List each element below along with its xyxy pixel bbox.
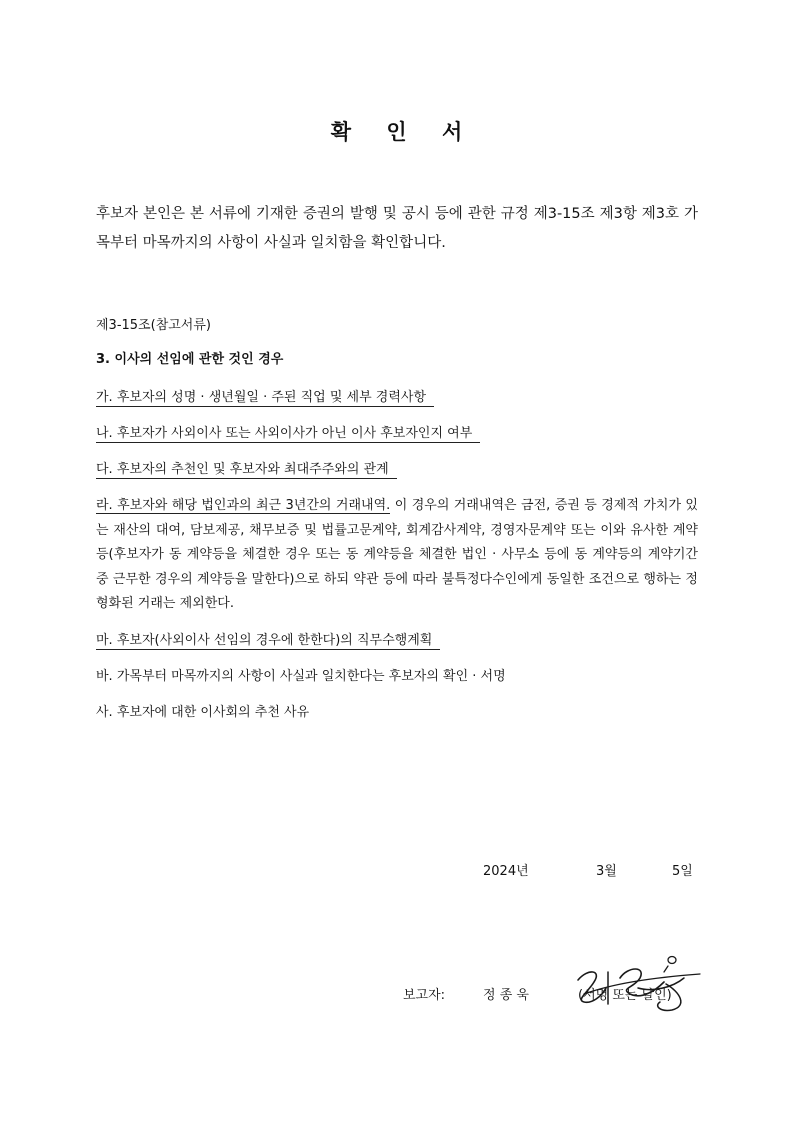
reporter-label: 보고자:: [403, 988, 446, 1003]
section-reference: 제3-15조(참고서류): [96, 318, 211, 333]
list-item-da: [96, 458, 698, 482]
item-ma-text: 마. 후보자(사외이사 선임의 경우에 한한다)의 직무수행계획: [96, 633, 440, 650]
section-heading: 3. 이사의 선임에 관한 것인 경우: [96, 352, 284, 367]
item-da-text: 다. 후보자의 추천인 및 후보자와 최대주주와의 관계: [96, 462, 397, 479]
list-item-ma: [96, 629, 698, 653]
item-ra-heading: 라. 후보자와 해당 법인과의 최근 3년간의 거래내역.: [96, 498, 391, 513]
document-date: [483, 860, 703, 884]
item-ba-text: 바. 가목부터 마목까지의 사항이 사실과 일치한다는 후보자의 확인 · 서명: [96, 668, 506, 684]
list-item-ra: [96, 494, 698, 617]
date-month: 3월: [596, 864, 617, 879]
intro-paragraph: 후보자 본인은 본 서류에 기재한 증권의 발행 및 공시 등에 관한 규정 제3-15조 제3항 제3호 가목부터 마목까지의 사항이 사실과 일치함을 확인합니다.: [96, 206, 698, 251]
item-ga-text: 가. 후보자의 성명 · 생년월일 · 주된 직업 및 세부 경력사항: [96, 390, 434, 407]
item-na-text: 나. 후보자가 사외이사 또는 사외이사가 아닌 이사 후보자인지 여부: [96, 426, 480, 443]
item-ra-body: 이 경우의 거래내역은 금전, 증권 등 경제적 가치가 있는 재산의 대여, 담보제공, 채무보증 및 법률고문계약, 회계감사계약, 경영자문계약 또는 이와 유사한 계약등(후보자가 동 계약등을 체결한 경우 또는 동 계약등을 체결한 법인 · 사무소 등에 동 계약등의 계약기간 중 근무한 경우의 계약등을 말한다)으로 하되 약관 등에 따라 불특정다수인에게 동일한 조건으로 행하는 정형화된 거래는 제외한다.: [96, 498, 698, 611]
reporter-name: 정 종 욱: [483, 988, 529, 1003]
item-sa-text: 사. 후보자에 대한 이사회의 추천 사유: [96, 704, 310, 720]
document-title: 확 인 서: [330, 120, 477, 144]
signature-note: (서명 또는 날인): [578, 988, 672, 1003]
date-day: 5일: [672, 864, 693, 879]
requirement-list: [96, 386, 698, 737]
list-item-na: [96, 422, 698, 446]
handwritten-signature: [568, 948, 708, 1018]
list-item-sa: [96, 701, 698, 725]
list-item-ba: [96, 665, 698, 689]
date-year: 2024년: [483, 864, 529, 879]
list-item-ga: [96, 386, 698, 410]
